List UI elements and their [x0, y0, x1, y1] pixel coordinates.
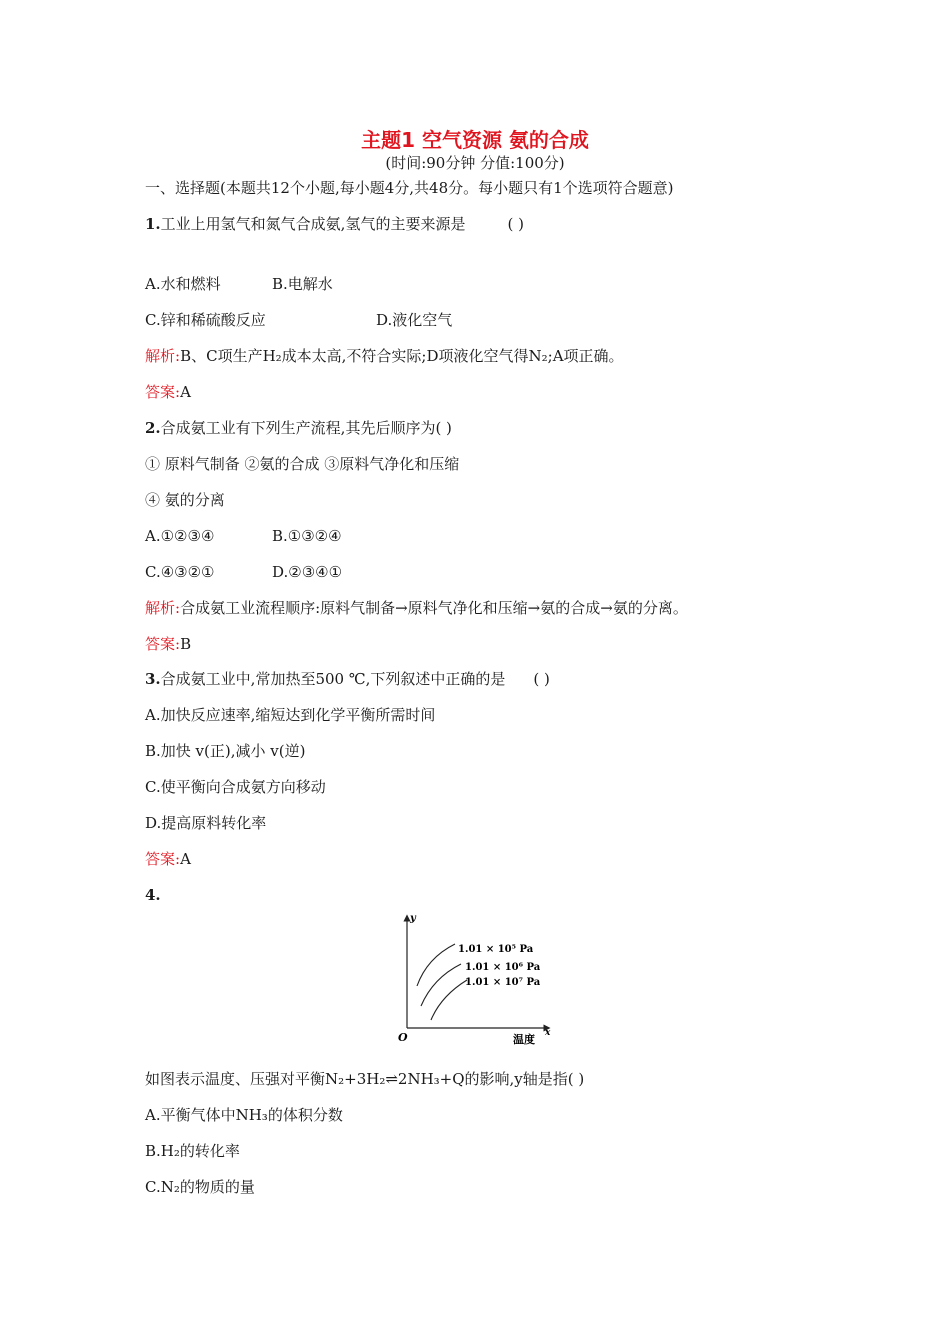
- question-number: 2.: [145, 419, 161, 437]
- curve-1e6: [421, 964, 461, 1006]
- curve-label-1e7: 1.01 × 10⁷ Pa: [465, 977, 541, 988]
- curve-label-1e5: 1.01 × 10⁵ Pa: [458, 944, 534, 955]
- answer-value: B: [180, 635, 192, 653]
- page-subtitle: (时间:90分钟 分值:100分): [385, 154, 565, 172]
- analysis-text: 合成氨工业流程顺序:原料气制备→原料气净化和压缩→氨的合成→氨的分离。: [180, 599, 688, 617]
- x-axis-label: x: [545, 1028, 551, 1038]
- option-d: D.液化空气: [376, 311, 453, 329]
- option-b: B.H₂的转化率: [145, 1142, 240, 1160]
- analysis-text: B、C项生产H₂成本太高,不符合实际;D项液化空气得N₂;A项正确。: [180, 347, 624, 365]
- question-3: [145, 669, 550, 689]
- question-number: 3.: [145, 670, 161, 688]
- answer-label: 答案:: [145, 635, 181, 653]
- option-a: A.平衡气体中NH₃的体积分数: [145, 1106, 343, 1124]
- answer-3: [145, 849, 191, 869]
- answer-blank: ( ): [507, 215, 524, 233]
- origin-label: O: [398, 1031, 408, 1044]
- curve-1e7: [431, 980, 467, 1020]
- analysis-2: [145, 598, 688, 618]
- answer-label: 答案:: [145, 850, 181, 868]
- option-b: B.①③②④: [272, 527, 342, 545]
- temperature-pressure-figure: [395, 910, 555, 1050]
- option-c: C.④③②①: [145, 563, 215, 581]
- option-c: C.N₂的物质的量: [145, 1178, 255, 1196]
- page-title: 主题1 空气资源 氨的合成: [361, 128, 589, 152]
- process-items-1: ① 原料气制备 ②氨的合成 ③原料气净化和压缩: [145, 455, 460, 473]
- option-a: A.①②③④: [145, 527, 215, 545]
- question-1: [145, 214, 524, 234]
- option-d: D.②③④①: [272, 563, 343, 581]
- analysis-label: 解析:: [145, 599, 181, 617]
- question-number: 1.: [145, 215, 161, 233]
- y-axis-label: y: [410, 913, 416, 924]
- process-items-2: ④ 氨的分离: [145, 491, 225, 509]
- option-a: A.加快反应速率,缩短达到化学平衡所需时间: [145, 706, 436, 724]
- answer-value: A: [180, 850, 191, 868]
- section-heading: 一、选择题(本题共12个小题,每小题4分,共48分。每小题只有1个选项符合题意): [145, 179, 674, 197]
- analysis-label: 解析:: [145, 347, 181, 365]
- question-2: [145, 418, 452, 438]
- option-d: D.提高原料转化率: [145, 814, 267, 832]
- option-b: B.加快 v(正),减小 v(逆): [145, 742, 306, 760]
- curve-label-1e6: 1.01 × 10⁶ Pa: [465, 962, 541, 973]
- option-c: C.使平衡向合成氨方向移动: [145, 778, 326, 796]
- question-4-number: 4.: [145, 886, 161, 904]
- question-stem: 合成氨工业有下列生产流程,其先后顺序为( ): [160, 419, 452, 437]
- option-a: A.水和燃料: [145, 275, 221, 293]
- answer-2: [145, 634, 191, 654]
- question-4-stem: 如图表示温度、压强对平衡N₂+3H₂⇌2NH₃+Q的影响,y轴是指( ): [145, 1070, 585, 1088]
- answer-blank: ( ): [533, 670, 550, 688]
- answer-1: [145, 382, 191, 402]
- answer-label: 答案:: [145, 383, 181, 401]
- option-b: B.电解水: [272, 275, 333, 293]
- x-axis-title: 温度: [513, 1033, 535, 1046]
- question-stem: 合成氨工业中,常加热至500 ℃,下列叙述中正确的是: [160, 670, 506, 688]
- analysis-1: [145, 346, 624, 366]
- answer-value: A: [180, 383, 191, 401]
- question-stem: 工业上用氢气和氮气合成氨,氢气的主要来源是: [160, 215, 466, 233]
- option-c: C.锌和稀硫酸反应: [145, 311, 266, 329]
- curve-1e5: [417, 944, 455, 986]
